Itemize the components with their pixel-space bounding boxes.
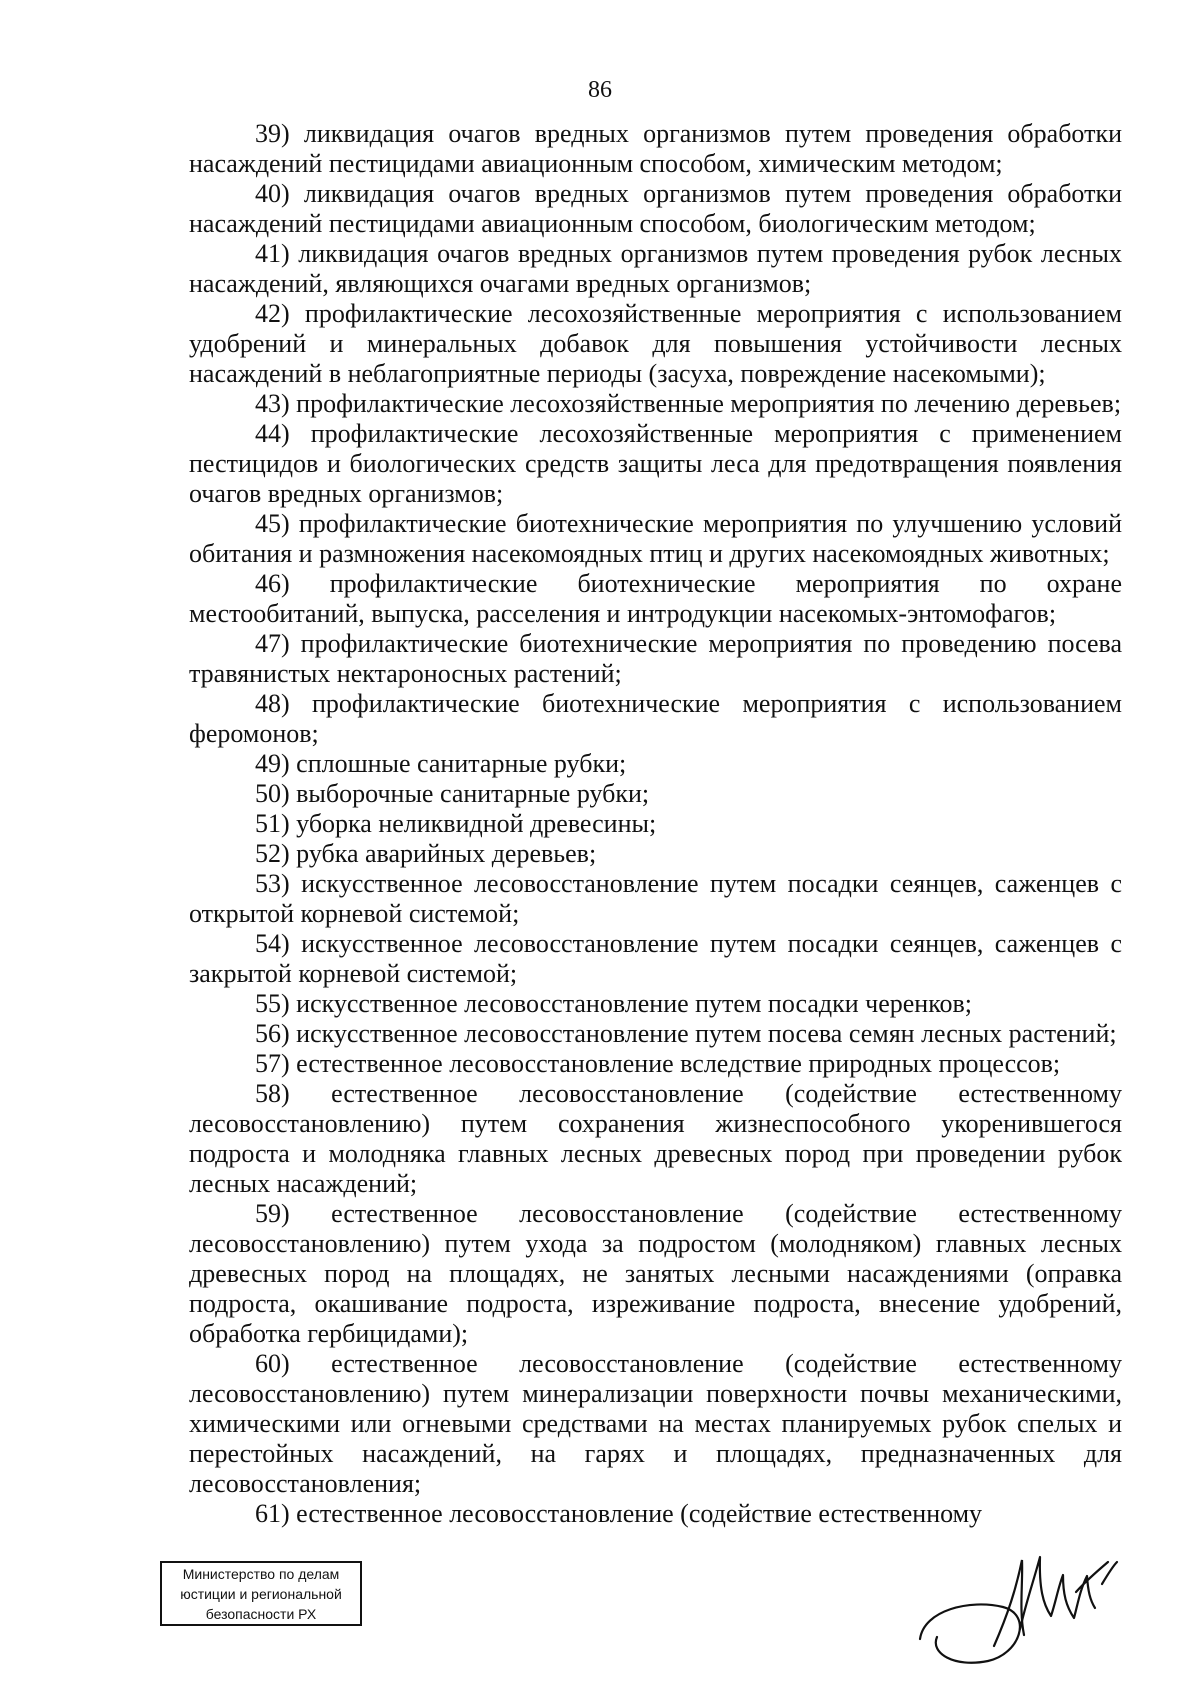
stamp-line-3: безопасности РХ [205,1606,317,1622]
stamp-line-2: юстиции и региональной [180,1586,342,1602]
list-item-40: 40) ликвидация очагов вредных организмов путем проведения обработки насаждений пестицидами авиационным способом, биологическим методом; [189,179,1122,238]
page-number: 86 [588,77,612,103]
list-item-42: 42) профилактические лесохозяйственные мероприятия с использованием удобрений и минеральных добавок для повышения устойчивости лесных насаждений в неблагоприятные периоды (засуха, повреждение насекомыми); [189,299,1122,388]
list-item-41: 41) ликвидация очагов вредных организмов путем проведения рубок лесных насаждений, являющихся очагами вредных организмов; [189,239,1122,298]
signature-icon [912,1534,1122,1684]
list-item-46: 46) профилактические биотехнические мероприятия по охране местообитаний, выпуска, расселения и интродукции насекомых-энтомофагов; [189,569,1122,628]
stamp-line-1: Министерство по делам [182,1566,340,1582]
list-item-59: 59) естественное лесовосстановление (содействие естественному лесовосстановлению) путем ухода за подростом (молодняком) главных лесных древесных пород на площадях, не занятых лесными насаждениями (оправка подроста, окашивание подроста, изреживание подроста, внесение удобрений, обработка гербицидами); [189,1199,1122,1348]
ministry-stamp [160,1561,362,1626]
list-item-43: 43) профилактические лесохозяйственные мероприятия по лечению деревьев; [255,389,1122,418]
list-item-50: 50) выборочные санитарные рубки; [255,779,650,808]
list-item-56: 56) искусственное лесовосстановление путем посева семян лесных растений; [255,1019,1117,1048]
list-item-58: 58) естественное лесовосстановление (содействие естественному лесовосстановлению) путем сохранения жизнеспособного укоренившегося подроста и молодняка главных лесных древесных пород при проведении рубок лесных насаждений; [189,1079,1122,1198]
list-item-52: 52) рубка аварийных деревьев; [255,839,597,868]
list-item-49: 49) сплошные санитарные рубки; [255,749,627,778]
document-body [189,119,1122,1529]
list-item-39: 39) ликвидация очагов вредных организмов путем проведения обработки насаждений пестицидами авиационным способом, химическим методом; [189,119,1122,178]
list-item-53: 53) искусственное лесовосстановление путем посадки сеянцев, саженцев с открытой корневой системой; [189,869,1122,928]
list-item-47: 47) профилактические биотехнические мероприятия по проведению посева травянистых нектароносных растений; [189,629,1122,688]
list-item-60: 60) естественное лесовосстановление (содействие естественному лесовосстановлению) путем минерализации поверхности почвы механическими, химическими или огневыми средствами на местах планируемых рубок спелых и перестойных насаждений, на гарях и площадях, предназначенных для лесовосстановления; [189,1349,1122,1498]
list-item-44: 44) профилактические лесохозяйственные мероприятия с применением пестицидов и биологических средств защиты леса для предотвращения появления очагов вредных организмов; [189,419,1122,508]
list-item-54: 54) искусственное лесовосстановление путем посадки сеянцев, саженцев с закрытой корневой системой; [189,929,1122,988]
list-item-51: 51) уборка неликвидной древесины; [255,809,657,838]
list-item-61: 61) естественное лесовосстановление (содействие естественному [255,1499,983,1528]
list-item-45: 45) профилактические биотехнические мероприятия по улучшению условий обитания и размножения насекомоядных птиц и других насекомоядных животных; [189,509,1122,568]
list-item-48: 48) профилактические биотехнические мероприятия с использованием феромонов; [189,689,1122,748]
list-item-55: 55) искусственное лесовосстановление путем посадки черенков; [255,989,973,1018]
list-item-57: 57) естественное лесовосстановление вследствие природных процессов; [255,1049,1061,1078]
